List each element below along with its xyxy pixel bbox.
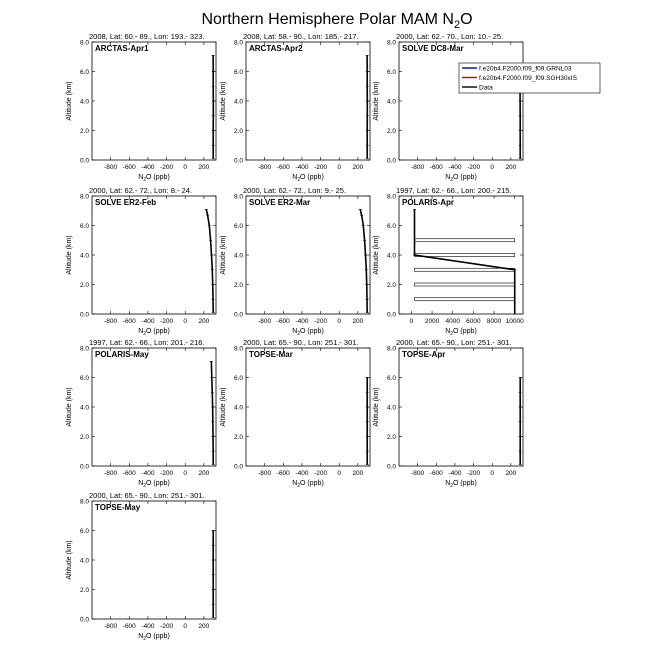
y-tick-label: 4.0 xyxy=(386,404,396,412)
x-tick-label: -400 xyxy=(295,470,309,477)
x-tick-label: 200 xyxy=(505,470,517,477)
y-axis-label: Altitude (km) xyxy=(66,81,73,121)
x-tick-label: 200 xyxy=(198,318,210,325)
x-tick-label: 200 xyxy=(198,164,210,171)
x-tick-label: -800 xyxy=(258,318,272,325)
y-axis-label: Altitude (km) xyxy=(220,235,227,275)
panel-name: TOPSE-May xyxy=(95,503,141,512)
panel-header: 2000, Lat: 62.- 72., Lon: 8.- 24. xyxy=(89,186,192,195)
plot-frame xyxy=(246,42,370,160)
panel-7 xyxy=(66,338,216,489)
x-tick-label: -400 xyxy=(295,318,309,325)
y-tick-label: 8.0 xyxy=(79,498,89,506)
x-tick-label: -800 xyxy=(411,164,425,171)
y-tick-label: 8.0 xyxy=(233,193,243,201)
y-tick-label: 6.0 xyxy=(79,527,89,535)
x-tick-label: 200 xyxy=(352,164,364,171)
plot-frame xyxy=(399,42,523,160)
x-tick-label: 200 xyxy=(198,623,210,630)
x-tick-label: 6000 xyxy=(466,318,481,325)
x-axis-label: $N_2O$ (ppb) xyxy=(445,328,477,337)
x-tick-label: 200 xyxy=(505,164,517,171)
plot-frame xyxy=(92,42,216,160)
y-tick-label: 4.0 xyxy=(233,98,243,106)
y-tick-label: 4.0 xyxy=(233,404,243,412)
x-tick-label: 0 xyxy=(490,470,495,477)
panel-header: 2000, Lat: 65.- 90., Lon: 251.- 301. xyxy=(396,338,512,347)
y-tick-label: 6.0 xyxy=(386,222,396,230)
panel-1 xyxy=(66,32,216,183)
panel-name: ARCTAS-Apr2 xyxy=(249,44,303,53)
x-axis-label: $N_2O$ (ppb) xyxy=(138,633,170,642)
y-tick-label: 6.0 xyxy=(386,374,396,382)
x-tick-label: 10000 xyxy=(505,318,524,325)
range-bar xyxy=(415,298,515,301)
y-tick-label: 0.0 xyxy=(386,311,396,319)
x-tick-label: 0 xyxy=(183,470,188,477)
x-tick-label: -200 xyxy=(314,318,328,325)
y-tick-label: 2.0 xyxy=(386,433,396,441)
x-tick-label: 0 xyxy=(183,164,188,171)
x-tick-label: 0 xyxy=(337,470,342,477)
panel-10 xyxy=(66,491,216,642)
panels xyxy=(66,32,524,642)
x-tick-label: -400 xyxy=(141,318,155,325)
panel-name: ARCTAS-Apr1 xyxy=(95,44,149,53)
x-tick-label: 0 xyxy=(337,164,342,171)
y-tick-label: 8.0 xyxy=(79,39,89,47)
legend-label: f.e20b4.F2000.f09_f09.GRNL03 xyxy=(479,65,572,73)
y-tick-label: 2.0 xyxy=(79,586,89,594)
x-tick-label: -600 xyxy=(276,318,290,325)
panel-8 xyxy=(220,338,370,489)
legend-label: f.e20b4.F2000.f09_f09.SGH30xIS xyxy=(479,75,577,82)
x-tick-label: -600 xyxy=(276,470,290,477)
x-tick-label: -200 xyxy=(160,470,174,477)
y-tick-label: 8.0 xyxy=(386,39,396,47)
y-tick-label: 0.0 xyxy=(233,311,243,319)
y-tick-label: 2.0 xyxy=(233,281,243,289)
x-tick-label: -600 xyxy=(276,164,290,171)
y-tick-label: 6.0 xyxy=(79,374,89,382)
y-axis-label: Altitude (km) xyxy=(373,81,380,121)
x-tick-label: -400 xyxy=(141,623,155,630)
legend xyxy=(459,63,600,93)
series-line xyxy=(211,361,213,464)
y-tick-label: 6.0 xyxy=(79,68,89,76)
x-tick-label: 4000 xyxy=(445,318,460,325)
x-tick-label: -200 xyxy=(160,164,174,171)
y-axis-label: Altitude (km) xyxy=(66,540,73,580)
range-bar xyxy=(415,254,515,257)
y-tick-label: 8.0 xyxy=(79,193,89,201)
x-axis-label: $N_2O$ (ppb) xyxy=(292,328,324,337)
panel-9 xyxy=(373,338,523,489)
panel-6 xyxy=(373,186,524,337)
x-axis-label: $N_2O$ (ppb) xyxy=(138,328,170,337)
legend-label: Data xyxy=(479,84,493,92)
x-tick-label: -800 xyxy=(104,164,118,171)
y-tick-label: 6.0 xyxy=(233,222,243,230)
x-tick-label: -400 xyxy=(141,164,155,171)
x-tick-label: -200 xyxy=(160,318,174,325)
x-tick-label: -800 xyxy=(104,318,118,325)
panel-header: 2008, Lat: 60.- 89., Lon: 193.- 323. xyxy=(89,32,205,41)
x-tick-label: -600 xyxy=(122,623,136,630)
x-tick-label: -200 xyxy=(314,470,328,477)
x-axis-label: $N_2O$ (ppb) xyxy=(292,480,324,489)
x-tick-label: -400 xyxy=(448,164,462,171)
plot-frame xyxy=(246,348,370,466)
panel-header: 2008, Lat: 58.- 90., Lon: 185.- 217. xyxy=(243,32,359,41)
x-tick-label: -800 xyxy=(258,164,272,171)
x-tick-label: -800 xyxy=(104,470,118,477)
x-tick-label: -400 xyxy=(448,470,462,477)
x-axis-label: $N_2O$ (ppb) xyxy=(138,174,170,183)
y-axis-label: Altitude (km) xyxy=(373,387,380,427)
y-tick-label: 8.0 xyxy=(233,39,243,47)
x-tick-label: 0 xyxy=(183,623,188,630)
y-tick-label: 0.0 xyxy=(386,157,396,165)
y-tick-label: 4.0 xyxy=(386,98,396,106)
x-tick-label: 200 xyxy=(352,318,364,325)
x-tick-label: -800 xyxy=(411,470,425,477)
y-tick-label: 4.0 xyxy=(233,252,243,260)
y-axis-label: Altitude (km) xyxy=(373,235,380,275)
panel-name: SOLVE DC8-Mar xyxy=(402,44,464,53)
y-tick-label: 2.0 xyxy=(79,433,89,441)
panel-3 xyxy=(373,32,523,183)
x-tick-label: -600 xyxy=(429,164,443,171)
y-tick-label: 6.0 xyxy=(386,68,396,76)
y-tick-label: 2.0 xyxy=(386,127,396,135)
panel-header: 2000, Lat: 65.- 90., Lon: 251.- 301. xyxy=(243,338,359,347)
plot-frame xyxy=(399,348,523,466)
x-tick-label: -800 xyxy=(104,623,118,630)
y-tick-label: 0.0 xyxy=(79,463,89,471)
y-tick-label: 6.0 xyxy=(233,374,243,382)
panel-header: 1997, Lat: 62.- 66., Lon: 200.- 215. xyxy=(396,186,512,195)
panel-name: TOPSE-Mar xyxy=(249,350,293,359)
panel-name: SOLVE ER2-Feb xyxy=(95,198,157,207)
y-tick-label: 8.0 xyxy=(386,345,396,353)
figure-title: Northern Hemisphere Polar MAM $N_2O$ xyxy=(201,11,473,31)
series-line xyxy=(415,209,515,314)
x-tick-label: 0 xyxy=(490,164,495,171)
x-tick-label: 8000 xyxy=(486,318,502,325)
plot-frame xyxy=(92,501,216,619)
range-bar xyxy=(415,283,515,286)
x-tick-label: -400 xyxy=(141,470,155,477)
panel-name: SOLVE ER2-Mar xyxy=(249,198,311,207)
plot-frame xyxy=(92,348,216,466)
y-tick-label: 0.0 xyxy=(233,463,243,471)
panel-name: POLARIS-Apr xyxy=(402,198,454,207)
x-axis-label: $N_2O$ (ppb) xyxy=(445,480,477,489)
range-bar xyxy=(415,239,515,242)
y-tick-label: 4.0 xyxy=(79,557,89,565)
y-axis-label: Altitude (km) xyxy=(66,235,73,275)
series-line xyxy=(360,209,367,312)
panel-header: 2000, Lat: 65.- 90., Lon: 251.- 301. xyxy=(89,491,205,500)
range-bar xyxy=(415,268,515,271)
y-tick-label: 4.0 xyxy=(79,252,89,260)
x-tick-label: -600 xyxy=(122,318,136,325)
y-tick-label: 2.0 xyxy=(233,433,243,441)
x-tick-label: -800 xyxy=(258,470,272,477)
y-tick-label: 8.0 xyxy=(233,345,243,353)
x-tick-label: 0 xyxy=(409,318,414,325)
x-tick-label: -200 xyxy=(467,164,481,171)
y-tick-label: 2.0 xyxy=(79,281,89,289)
y-tick-label: 0.0 xyxy=(386,463,396,471)
panel-header: 2000, Lat: 62.- 72., Lon: 9.- 25. xyxy=(243,186,346,195)
y-axis-label: Altitude (km) xyxy=(66,387,73,427)
x-tick-label: 0 xyxy=(183,318,188,325)
y-tick-label: 2.0 xyxy=(79,127,89,135)
y-tick-label: 4.0 xyxy=(79,404,89,412)
x-tick-label: -600 xyxy=(122,470,136,477)
y-axis-label: Altitude (km) xyxy=(220,81,227,121)
panel-4 xyxy=(66,186,216,337)
y-tick-label: 2.0 xyxy=(386,281,396,289)
y-tick-label: 6.0 xyxy=(233,68,243,76)
panel-name: POLARIS-May xyxy=(95,350,149,359)
x-tick-label: -600 xyxy=(429,470,443,477)
y-tick-label: 8.0 xyxy=(386,193,396,201)
y-tick-label: 6.0 xyxy=(79,222,89,230)
x-tick-label: -400 xyxy=(295,164,309,171)
panel-header: 1997, Lat: 62.- 66., Lon: 201.- 216. xyxy=(89,338,205,347)
y-tick-label: 2.0 xyxy=(233,127,243,135)
y-tick-label: 0.0 xyxy=(233,157,243,165)
x-tick-label: 200 xyxy=(198,470,210,477)
x-tick-label: -200 xyxy=(467,470,481,477)
panel-name: TOPSE-Apr xyxy=(402,350,446,359)
panel-5 xyxy=(220,186,370,337)
x-tick-label: 2000 xyxy=(424,318,440,325)
y-tick-label: 4.0 xyxy=(79,98,89,106)
x-axis-label: $N_2O$ (ppb) xyxy=(138,480,170,489)
x-tick-label: 200 xyxy=(352,470,364,477)
x-tick-label: -600 xyxy=(122,164,136,171)
x-tick-label: 0 xyxy=(337,318,342,325)
y-axis-label: Altitude (km) xyxy=(220,387,227,427)
series-line xyxy=(206,209,213,312)
plot-frame xyxy=(246,196,370,314)
x-axis-label: $N_2O$ (ppb) xyxy=(445,174,477,183)
x-tick-label: -200 xyxy=(314,164,328,171)
x-tick-label: -200 xyxy=(160,623,174,630)
panel-header: 2000, Lat: 62.- 70., Lon: 10.- 25. xyxy=(396,32,504,41)
y-tick-label: 0.0 xyxy=(79,311,89,319)
y-tick-label: 0.0 xyxy=(79,157,89,165)
panel-2 xyxy=(220,32,370,183)
y-tick-label: 4.0 xyxy=(386,252,396,260)
y-tick-label: 0.0 xyxy=(79,616,89,624)
x-axis-label: $N_2O$ (ppb) xyxy=(292,174,324,183)
y-tick-label: 8.0 xyxy=(79,345,89,353)
plot-frame xyxy=(92,196,216,314)
